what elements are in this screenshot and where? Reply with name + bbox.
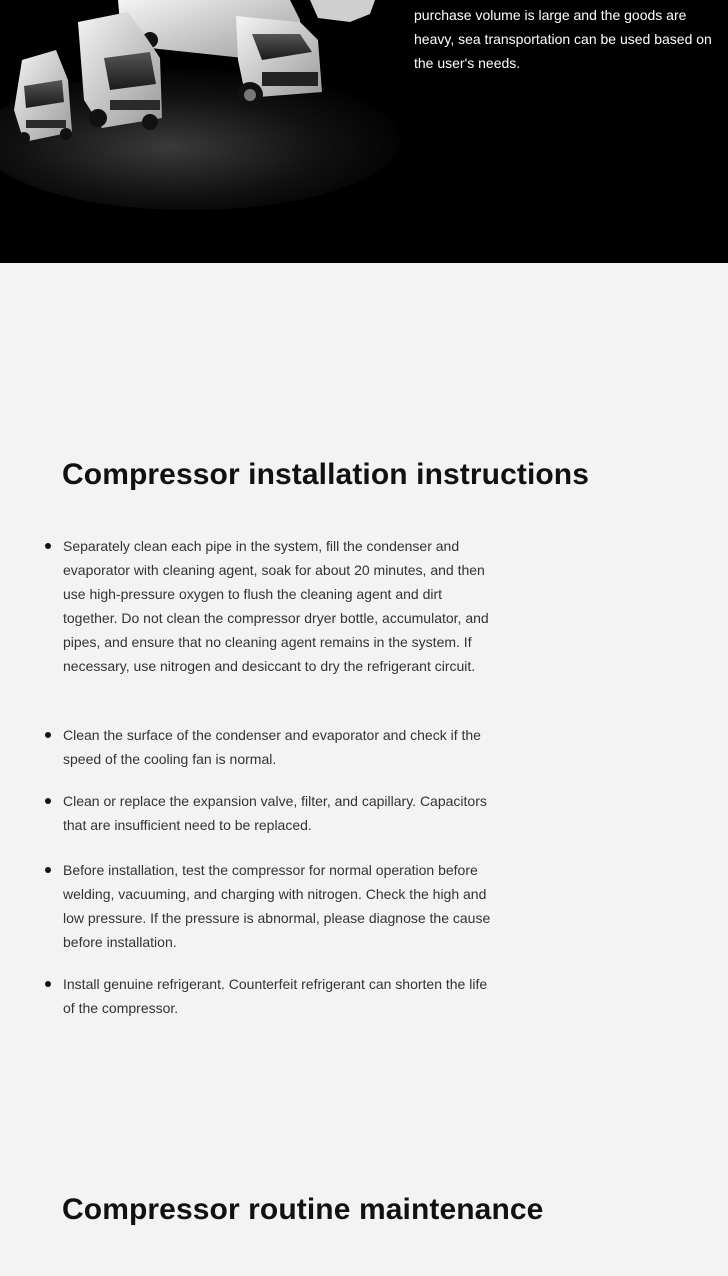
list-item-text: Before installation, test the compressor for normal operation before welding, vacuuming, and charging with nitrogen. Check the high and low pressure. If the pressure is abnormal, please diagnose the cause before installation. [63,862,491,950]
list-item [63,723,493,771]
bullet-icon [45,543,51,549]
hero-description: purchase volume is large and the goods are heavy, sea transportation can be used based on the user's needs. [414,7,712,71]
bullet-icon [45,732,51,738]
list-item-text: Install genuine refrigerant. Counterfeit refrigerant can shorten the life of the compressor. [63,976,488,1016]
bullet-icon [45,867,51,873]
list-item-text: Clean the surface of the condenser and evaporator and check if the speed of the cooling fan is normal. [63,727,481,767]
list-item [63,858,493,954]
list-item [63,534,493,678]
bullet-icon [45,981,51,987]
hero-banner [0,0,728,263]
list-item-text: Separately clean each pipe in the system, fill the condenser and evaporator with cleaning agent, soak for about 20 minutes, and then use high-pressure oxygen to flush the cleaning agent and dirt together. Do not clean the compressor dryer bottle, accumulator, and pipes, and ensure that no cleaning agent remains in the system. If necessary, use nitrogen and desiccant to dry the refrigerant circuit. [63,538,489,674]
bullet-icon [45,798,51,804]
list-item [63,789,493,837]
vehicles-image [0,0,400,263]
list-item [63,972,493,1020]
installation-heading: Compressor installation instructions [62,458,590,491]
maintenance-heading: Compressor routine maintenance [62,1193,544,1226]
list-item-text: Clean or replace the expansion valve, filter, and capillary. Capacitors that are insufficient need to be replaced. [63,793,487,833]
